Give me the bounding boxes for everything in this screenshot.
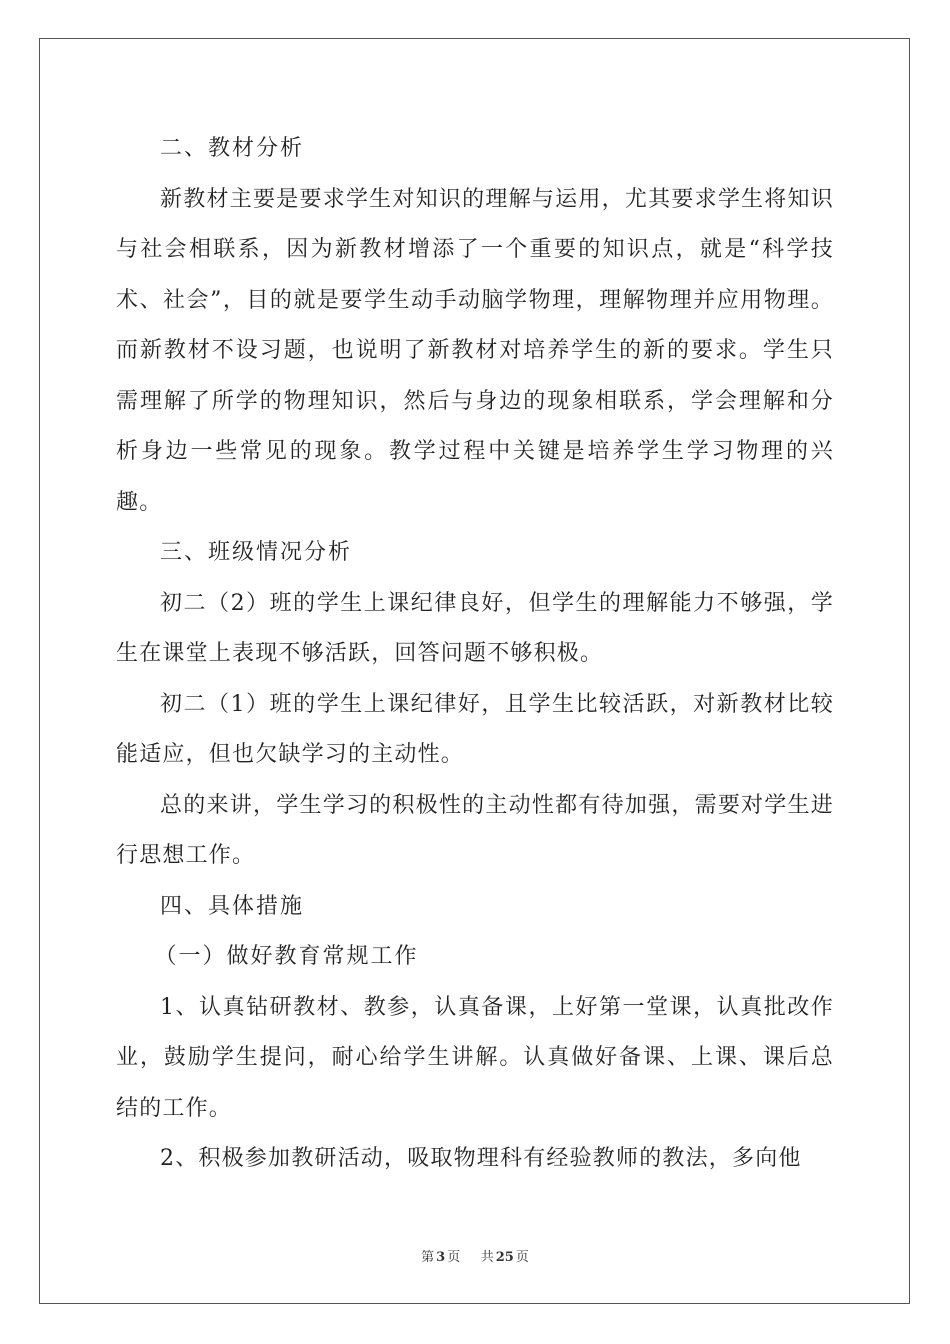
section-heading-measures: 四、具体措施 (160, 893, 305, 919)
paragraph-class-1: 初二（1）班的学生上课纪律好，且学生比较活跃，对新教材比较能适应，但也欠缺学习的主动性。 (116, 691, 834, 767)
paragraph-summary: 总的来讲，学生学习的积极性的主动性都有待加强，需要对学生进行思想工作。 (116, 792, 834, 868)
footer-current-page: 3 (436, 1250, 446, 1265)
footer-total-pages: 25 (495, 1250, 514, 1265)
subsection-heading-routine: （一）做好教育常规工作 (154, 944, 419, 969)
footer-total-suffix: 页 (515, 1250, 529, 1265)
footer-page-word: 页 (447, 1250, 461, 1265)
section-heading-materials: 二、教材分析 (160, 136, 305, 161)
paragraph-measure-1: 1、认真钻研教材、教参，认真备课，上好第一堂课，认真批改作业，鼓励学生提问，耐心给学生讲解。认真做好备课、上课、课后总结的工作。 (116, 994, 834, 1121)
paragraph-measure-2: 2、积极参加教研活动，吸取物理科有经验教师的教法，多向他 (160, 1146, 802, 1171)
section-heading-class-analysis: 三、班级情况分析 (160, 540, 353, 565)
footer-total-prefix: 共 (480, 1250, 494, 1265)
document-body (116, 124, 834, 1185)
paragraph-class-2: 初二（2）班的学生上课纪律良好，但学生的理解能力不够强，学生在课堂上表现不够活跃，回答问题不够积极。 (116, 590, 834, 666)
footer-prefix: 第 (421, 1250, 435, 1265)
paragraph-materials: 新教材主要是要求学生对知识的理解与运用，尤其要求学生将知识与社会相联系，因为新教材增添了一个重要的知识点，就是“科学技术、社会”，目的就是要学生动手动脑学物理，理解物理并应用物理。而新教材不设习题，也说明了新教材对培养学生的新的要求。学生只需理解了所学的物理知识，然后与身边的现象相联系，学会理解和分析身边一些常见的现象。教学过程中关键是培养学生学习物理的兴趣。 (116, 186, 834, 515)
page-footer (0, 1246, 950, 1265)
